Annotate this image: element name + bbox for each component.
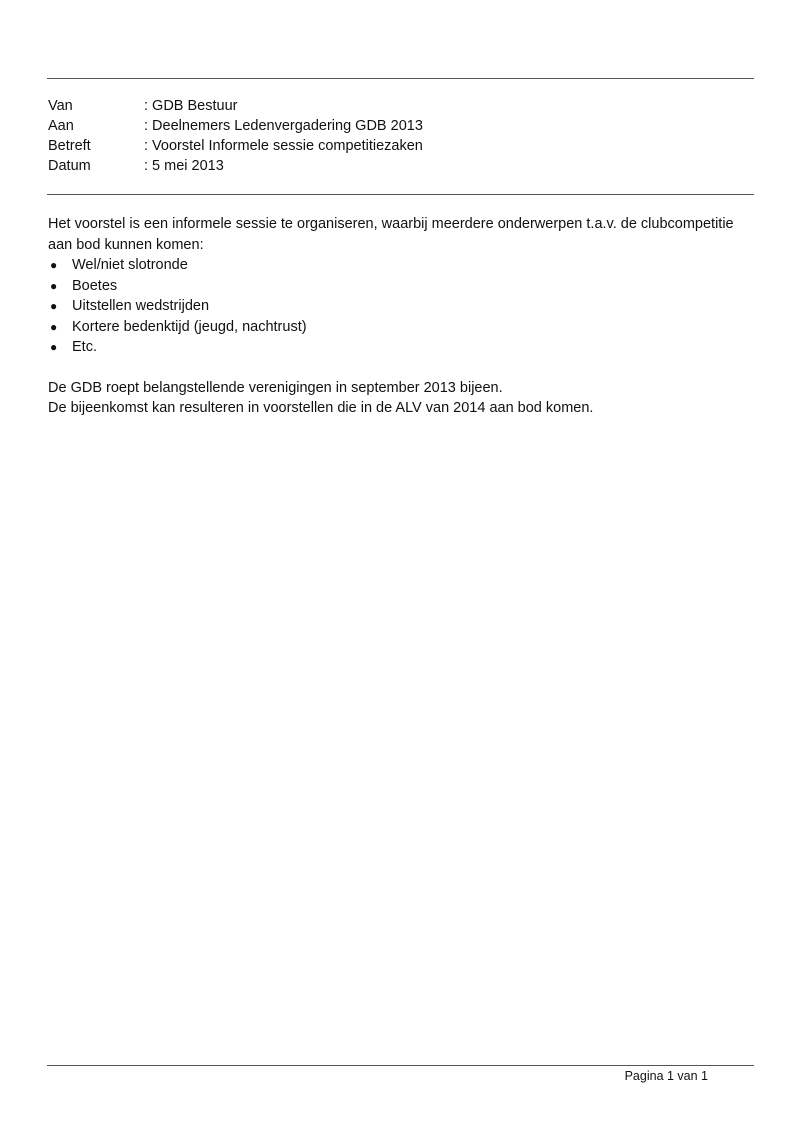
header-row-betreft <box>48 136 423 156</box>
list-item <box>48 255 738 276</box>
page-number: Pagina 1 van 1 <box>624 1069 708 1083</box>
closing-line: De bijeenkomst kan resulteren in voorstellen die in de ALV van 2014 aan bod komen. <box>48 400 594 416</box>
header-divider <box>47 194 754 195</box>
header-value: : 5 mei 2013 <box>144 158 224 174</box>
list-item-text: Boetes <box>72 277 118 294</box>
list-item-text: Wel/niet slotronde <box>72 257 188 273</box>
intro-paragraph: Het voorstel is een informele sessie te organiseren, waarbij meerdere onderwerpen t.a.v. de clubcompetitie aan bod kunnen komen: <box>48 216 734 253</box>
header-label: Betreft <box>48 138 91 154</box>
list-item-text: Etc. <box>72 339 97 355</box>
topic-list <box>48 255 738 358</box>
list-item-text: Uitstellen wedstrijden <box>72 298 210 314</box>
bullet-dot-icon: ● <box>50 340 58 354</box>
bullet-dot-icon: ● <box>50 299 58 313</box>
header-value: : GDB Bestuur <box>144 98 238 114</box>
closing-line: De GDB roept belangstellende verenigingen in september 2013 bijeen. <box>48 379 503 396</box>
header-row-aan <box>48 116 423 136</box>
header-value: : Deelnemers Ledenvergadering GDB 2013 <box>144 118 423 134</box>
header-row-datum <box>48 156 423 176</box>
header-row-van <box>48 96 423 116</box>
memo-header <box>48 96 423 176</box>
list-item <box>48 276 738 297</box>
header-label: Van <box>48 98 73 114</box>
header-value: : Voorstel Informele sessie competitiezaken <box>144 138 423 154</box>
closing-paragraph <box>48 378 738 419</box>
list-item <box>48 296 738 317</box>
list-item-text: Kortere bedenktijd (jeugd, nachtrust) <box>72 318 307 335</box>
bullet-dot-icon: ● <box>50 319 58 334</box>
memo-body <box>48 214 738 419</box>
bullet-dot-icon: ● <box>50 258 58 272</box>
footer-divider <box>47 1065 754 1066</box>
list-item <box>48 337 738 358</box>
bullet-dot-icon: ● <box>50 278 58 293</box>
header-label: Aan <box>48 118 74 134</box>
list-item <box>48 317 738 338</box>
top-divider <box>47 78 754 79</box>
header-label: Datum <box>48 158 91 174</box>
